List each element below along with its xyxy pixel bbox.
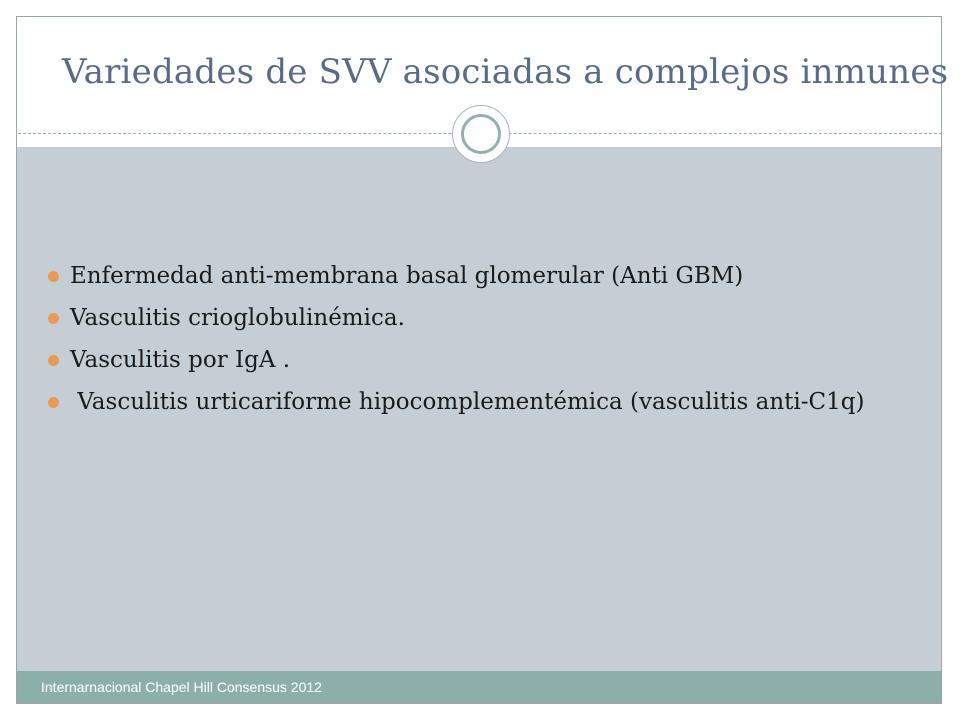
dot-bullet-icon [48, 397, 59, 408]
footer-text: Internarnacional Chapel Hill Consensus 2012 [41, 679, 322, 695]
bullet-list [48, 262, 908, 430]
list-item [48, 346, 908, 374]
dot-bullet-icon [48, 313, 59, 324]
slide-title: Variedades de SVV asociadas a complejos inmunes [62, 52, 949, 92]
list-item-text: Vasculitis por IgA . [70, 347, 291, 373]
list-item [48, 388, 908, 416]
dot-bullet-icon [48, 355, 59, 366]
circle-ring-icon [452, 105, 510, 163]
footer-bar [17, 671, 941, 703]
list-item-text: Vasculitis crioglobulinémica. [70, 305, 405, 331]
list-item [48, 262, 908, 290]
ring-inner [461, 114, 501, 154]
dot-bullet-icon [48, 271, 59, 282]
list-item-text: Vasculitis urticariforme hipocomplementémica (vasculitis anti-C1q) [70, 389, 865, 415]
list-item-text: Enfermedad anti-membrana basal glomerular (Anti GBM) [70, 263, 744, 289]
list-item [48, 304, 908, 332]
